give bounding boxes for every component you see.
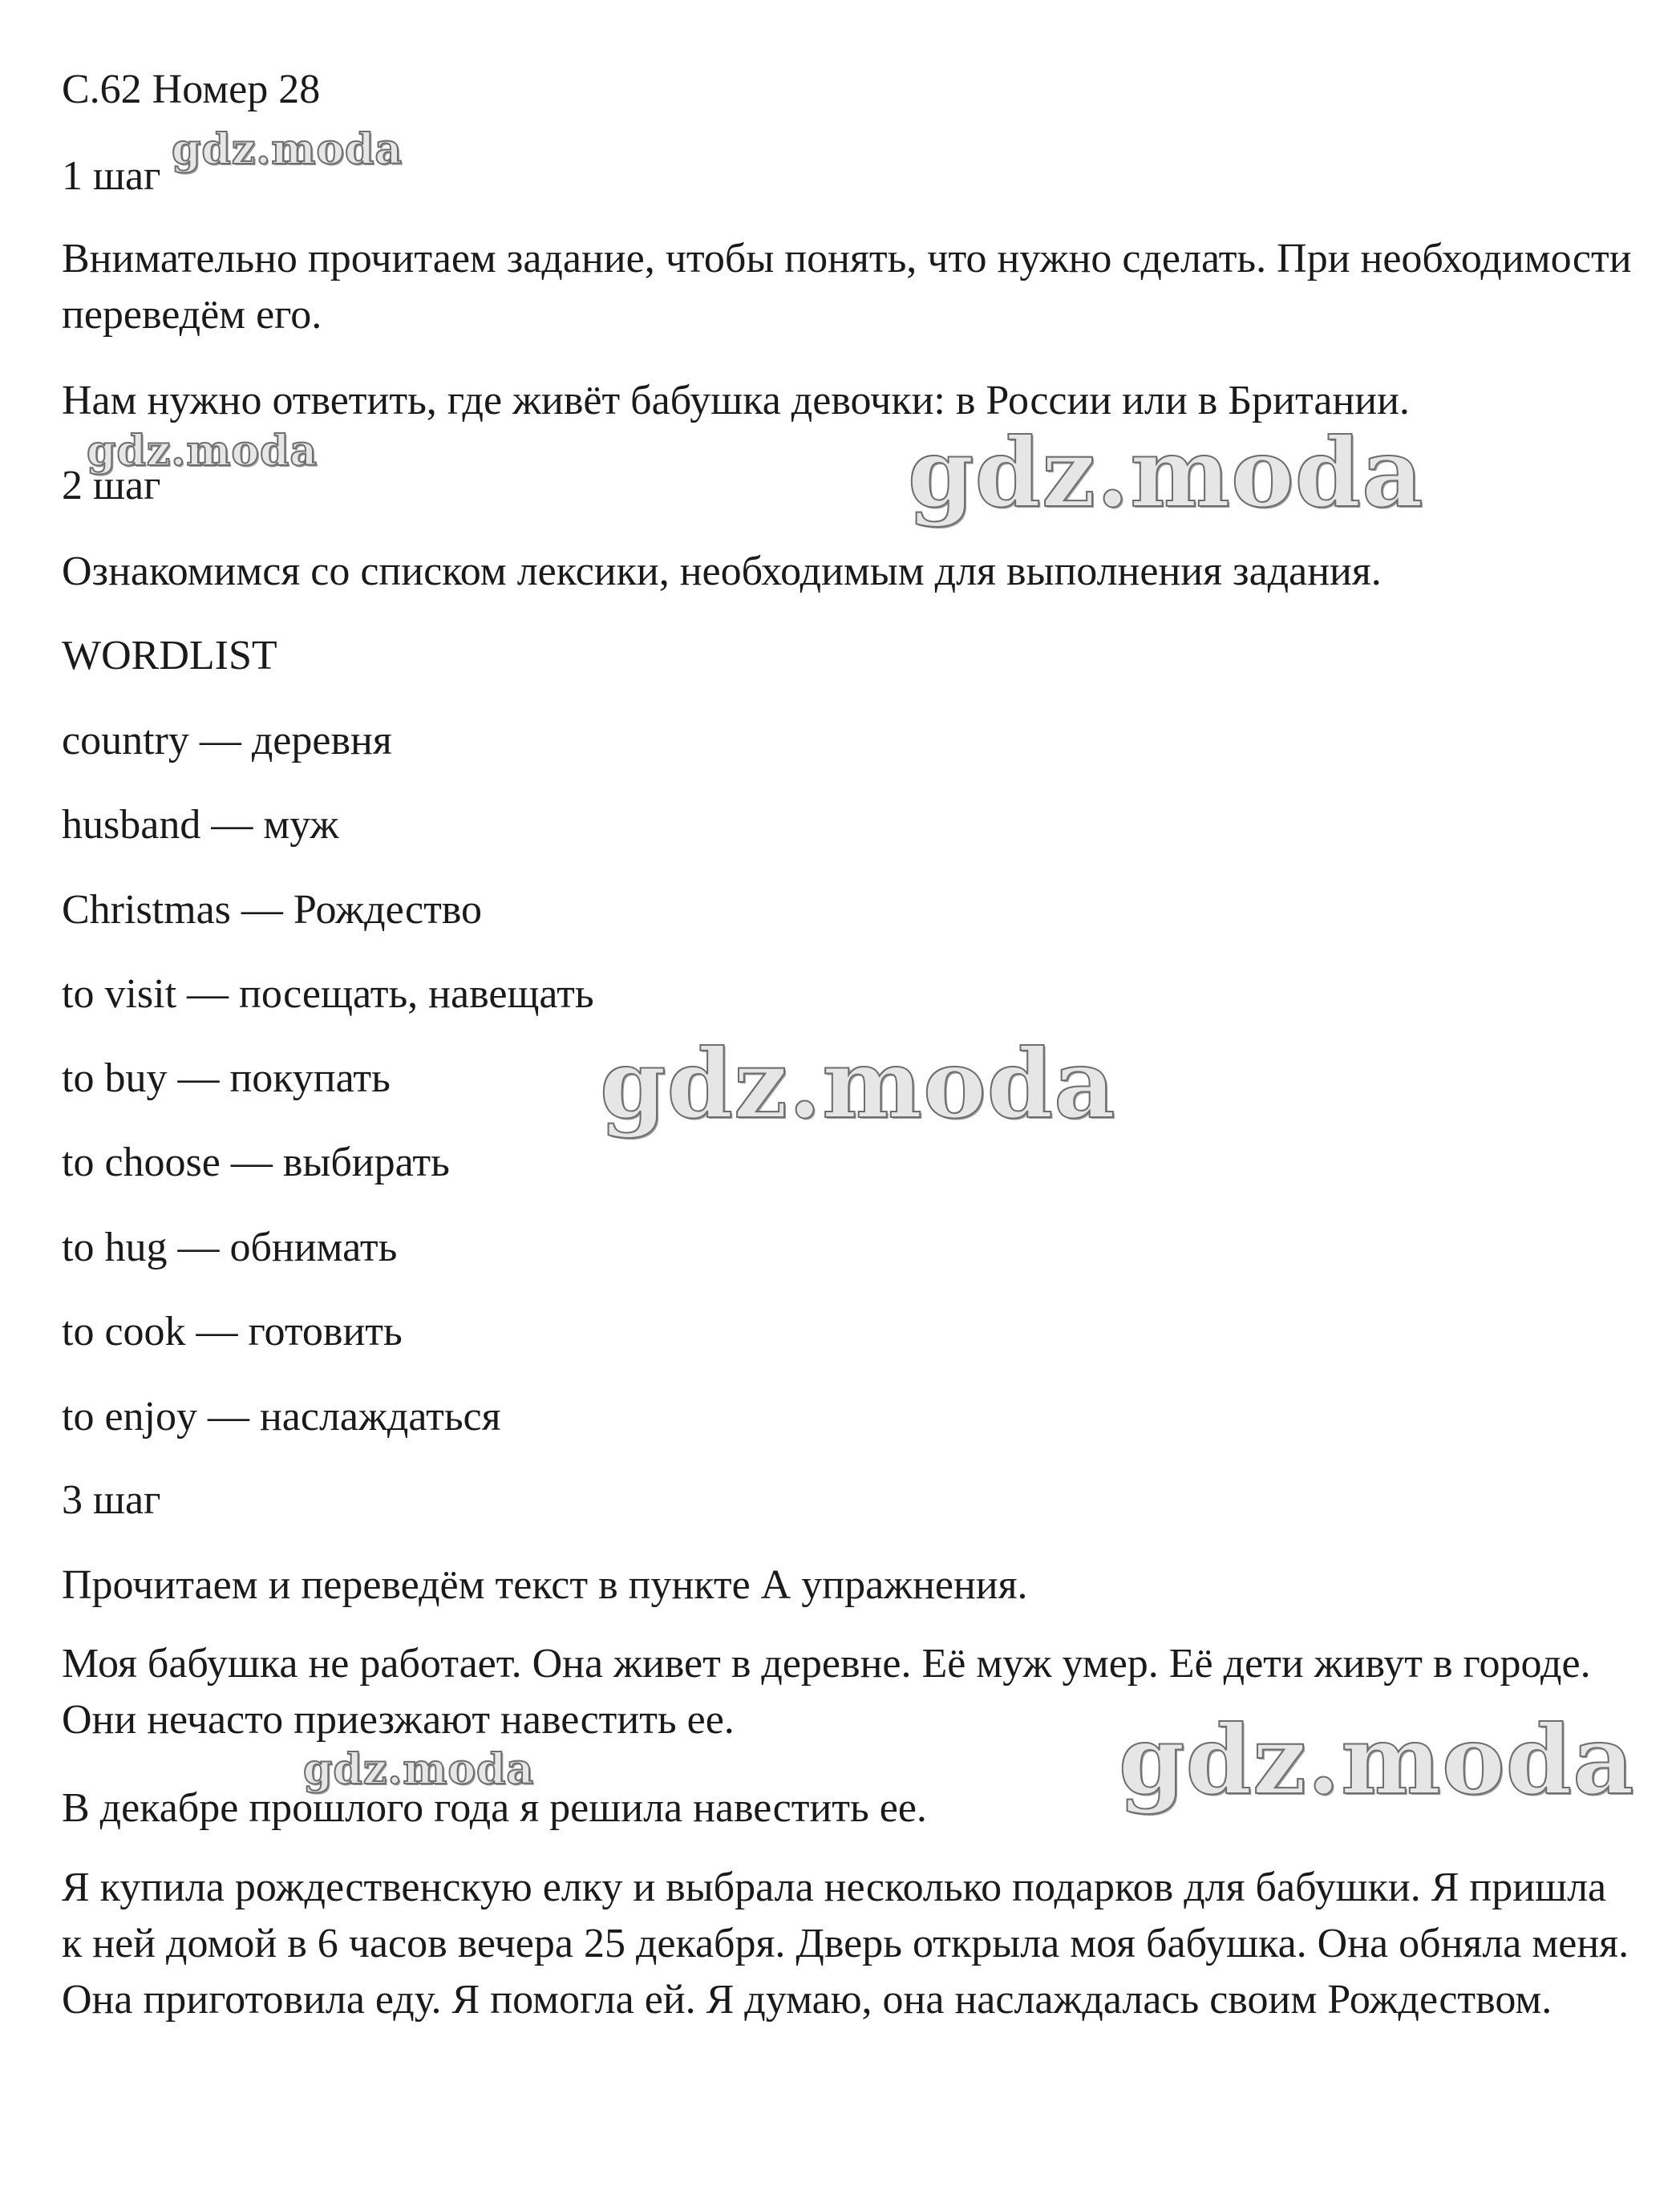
watermark-logo: gdz.moda (908, 417, 1424, 528)
wordlist-item: Christmas — Рождество (62, 887, 482, 933)
page-title: С.62 Номер 28 (62, 67, 321, 112)
watermark-logo: gdz.moda (600, 1028, 1116, 1140)
wordlist-item: to cook — готовить (62, 1309, 403, 1355)
watermark-logo: gdz.moda (1119, 1704, 1635, 1816)
step-1-paragraph-1: Внимательно прочитаем задание, чтобы понять, что нужно сделать. При необходимости переведём его. (62, 236, 1632, 338)
wordlist-title: WORDLIST (62, 633, 277, 678)
watermark-logo: gdz.moda (87, 427, 318, 476)
wordlist-item: to enjoy — наслаждаться (62, 1394, 501, 1440)
wordlist-item: to buy — покупать (62, 1055, 391, 1101)
watermark-logo: gdz.moda (172, 125, 403, 174)
step-2-label: 2 шаг (62, 463, 161, 508)
wordlist-item: country — деревня (62, 718, 392, 763)
wordlist-item: husband — муж (62, 802, 339, 848)
step-1-label: 1 шаг (62, 153, 161, 199)
step-3-paragraph-4: Я купила рождественскую елку и выбрала несколько подарков для бабушки. Я пришла к ней домой в 6 часов вечера 25 декабря. Дверь открыла моя бабушка. Она обняла меня. Она приготовила еду. Я помогла ей. Я думаю, она наслаждалась своим Рождеством. (62, 1865, 1629, 2023)
wordlist-item: to choose — выбирать (62, 1140, 450, 1185)
step-3-paragraph-3: В декабре прошлого года я решила навестить ее. (62, 1785, 927, 1831)
wordlist-item: to hug — обнимать (62, 1225, 398, 1270)
step-3-paragraph-1: Прочитаем и переведём текст в пункте А упражнения. (62, 1562, 1028, 1608)
step-1-paragraph-2: Нам нужно ответить, где живёт бабушка девочки: в России или в Британии. (62, 378, 1410, 423)
wordlist-item: to visit — посещать, навещать (62, 971, 594, 1017)
step-3-label: 3 шаг (62, 1477, 161, 1523)
step-3-paragraph-2: Моя бабушка не работает. Она живет в деревне. Её муж умер. Её дети живут в городе. Они нечасто приезжают навестить ее. (62, 1641, 1591, 1743)
step-2-paragraph-1: Ознакомимся со списком лексики, необходимым для выполнения задания. (62, 549, 1382, 594)
watermark-logo: gdz.moda (303, 1745, 535, 1794)
